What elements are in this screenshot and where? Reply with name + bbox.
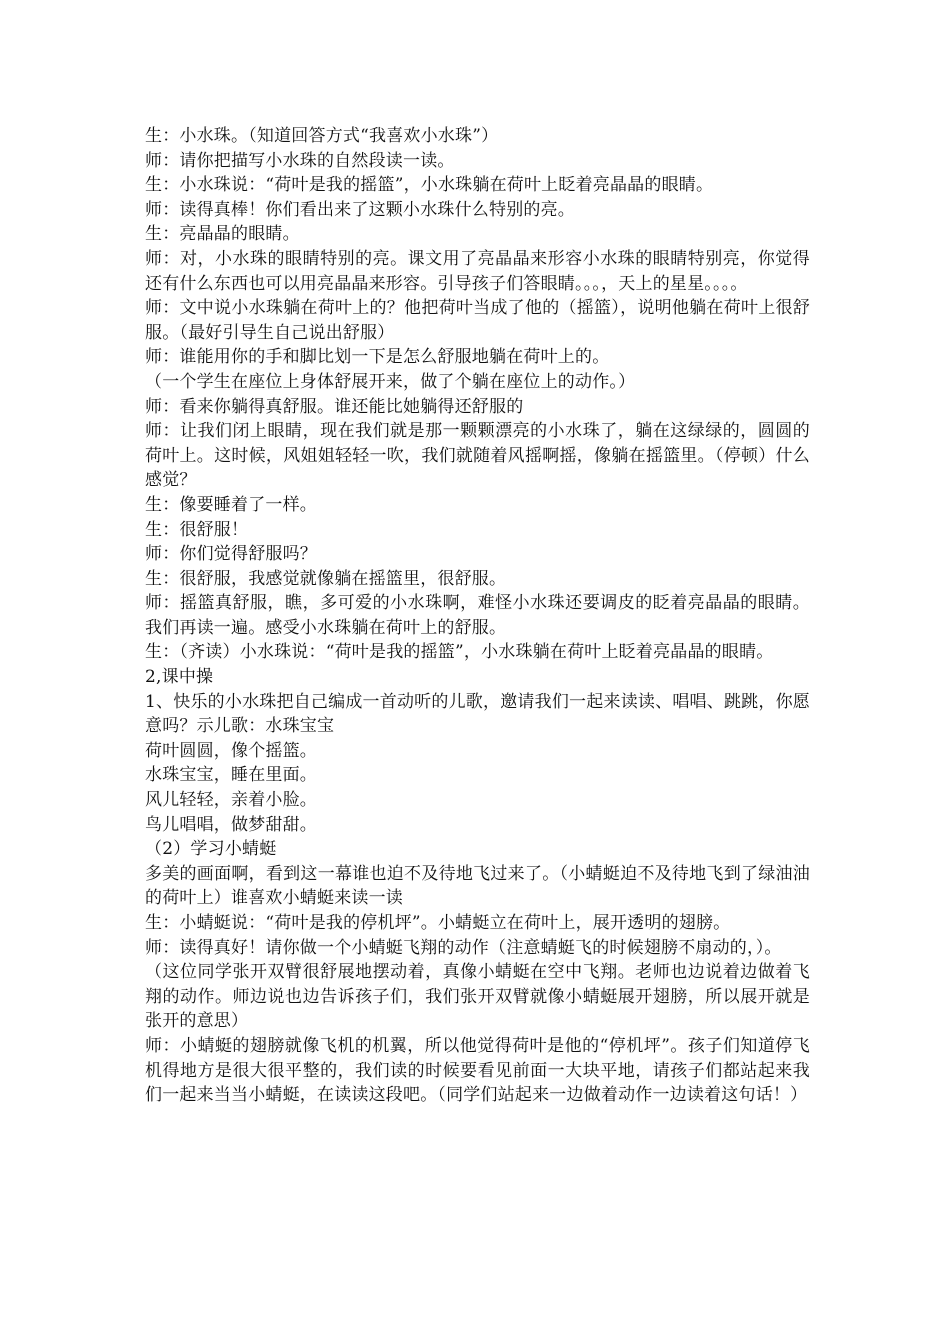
paragraph: 师：请你把描写小水珠的自然段读一读。	[145, 150, 455, 171]
paragraph: 师：小蜻蜓的翅膀就像飞机的机翼，所以他觉得荷叶是他的“停机坪”。孩子们知道停飞机得地方是很大很平整的，我们读的时候要看见前面一大块平地，请孩子们都站起来我们一起来当当小蜻蜓，在读读这段吧。（同学们站起来一边做着动作一边读着这句话！）	[145, 1035, 810, 1106]
paragraph: 生：（齐读）小水珠说：“荷叶是我的摇篮”，小水珠躺在荷叶上眨着亮晶晶的眼睛。	[145, 642, 774, 663]
paragraph: （一个学生在座位上身体舒展开来，做了个躺在座位上的动作。）	[145, 371, 636, 392]
paragraph: 师：看来你躺得真舒服。谁还能比她躺得还舒服的	[145, 396, 524, 417]
paragraph: 生：小蜻蜓说：“荷叶是我的停机坪”。小蜻蜓立在荷叶上，展开透明的翅膀。	[145, 913, 731, 933]
paragraph: 师：读得真好！请你做一个小蜻蜓飞翔的动作（注意蜻蜓飞的时候翅膀不扇动的，）。	[145, 937, 782, 958]
paragraph: 生：像要睡着了一样。	[145, 494, 317, 515]
paragraph: 1、快乐的小水珠把自己编成一首动听的儿歌，邀请我们一起来读读、唱唱、跳跳，你愿意吗？示儿歌：水珠宝宝	[145, 691, 810, 737]
paragraph: 师：谁能用你的手和脚比划一下是怎么舒服地躺在荷叶上的。	[145, 347, 610, 368]
paragraph: 师：摇篮真舒服，瞧，多可爱的小水珠啊，难怪小水珠还要调皮的眨着亮晶晶的眼睛。我们再读一遍。感受小水珠躺在荷叶上的舒服。	[145, 593, 810, 638]
section-heading: （2）学习小蜻蜓	[145, 839, 277, 860]
paragraph: 生：很舒服，我感觉就像躺在摇篮里，很舒服。	[145, 568, 507, 589]
section-heading: 2,课中操	[145, 667, 214, 688]
paragraph: 师：你们觉得舒服吗？	[145, 544, 317, 565]
paragraph: 师：读得真棒！你们看出来了这颗小水珠什么特别的亮。	[145, 199, 575, 220]
paragraph: 多美的画面啊，看到这一幕谁也迫不及待地飞过来了。（小蜻蜓迫不及待地飞到了绿油油的荷叶上）谁喜欢小蜻蜓来读一读	[145, 863, 810, 909]
paragraph: 师：对，小水珠的眼睛特别的亮。课文用了亮晶晶来形容小水珠的眼睛特别亮，你觉得还有什么东西也可以用亮晶晶来形容。引导孩子们答眼睛。。。，天上的星星。。。。	[145, 248, 810, 294]
poem-line: 风儿轻轻，亲着小脸。	[145, 790, 317, 811]
paragraph: 师：文中说小水珠躺在荷叶上的？他把荷叶当成了他的（摇篮），说明他躺在荷叶上很舒服。（最好引导生自己说出舒服）	[145, 298, 810, 343]
paragraph: 生：很舒服！	[145, 519, 249, 540]
paragraph: 生：小水珠。（知道回答方式“我喜欢小水珠”）	[145, 126, 499, 146]
poem-line: 水珠宝宝，睡在里面。	[145, 765, 317, 786]
paragraph: 生：小水珠说：“荷叶是我的摇篮”，小水珠躺在荷叶上眨着亮晶晶的眼睛。	[145, 175, 714, 196]
poem-line: 鸟儿唱唱，做梦甜甜。	[145, 814, 317, 835]
poem-line: 荷叶圆圆，像个摇篮。	[145, 740, 317, 761]
paragraph: 师：让我们闭上眼睛，现在我们就是那一颗颗漂亮的小水珠了，躺在这绿绿的，圆圆的荷叶上。这时候，风姐姐轻轻一吹，我们就随着风摇啊摇，像躺在摇篮里。（停顿）什么感觉？	[145, 421, 810, 491]
document-body	[145, 124, 810, 1108]
paragraph: 生：亮晶晶的眼睛。	[145, 224, 300, 245]
paragraph: （这位同学张开双臂很舒展地摆动着，真像小蜻蜓在空中飞翔。老师也边说着边做着飞翔的动作。师边说也边告诉孩子们，我们张开双臂就像小蜻蜓展开翅膀，所以展开就是张开的意思）	[145, 962, 810, 1032]
